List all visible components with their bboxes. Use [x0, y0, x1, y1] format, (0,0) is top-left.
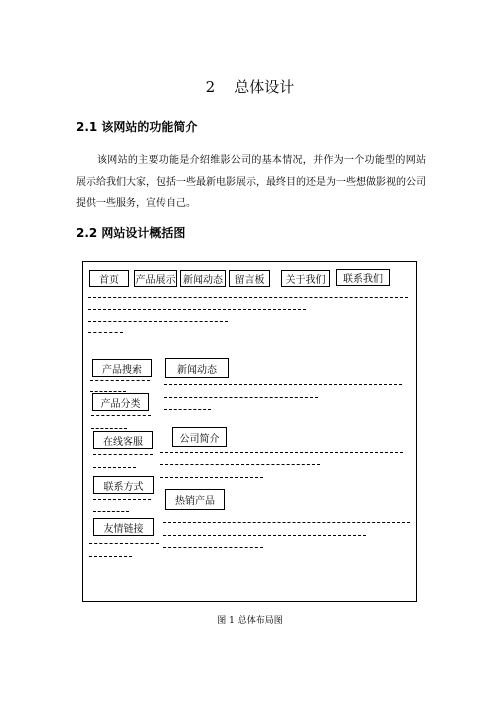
placeholder-line: [93, 499, 151, 500]
nav-box-products: 产品展示: [134, 270, 177, 287]
placeholder-line: [90, 391, 126, 392]
placeholder-line: [160, 464, 320, 465]
placeholder-line: [91, 428, 127, 429]
placeholder-line: [89, 543, 159, 544]
figure-caption: 图 1 总体布局图: [217, 616, 283, 626]
nav-box-news: 新闻动态: [180, 270, 226, 287]
placeholder-line: [89, 556, 132, 557]
nav-box-about: 关于我们: [281, 270, 330, 287]
placeholder-line: [93, 467, 136, 468]
sidebar-box-contact-info: 联系方式: [93, 476, 154, 494]
placeholder-line: [90, 380, 150, 381]
placeholder-line: [164, 397, 318, 398]
placeholder-line: [164, 384, 402, 385]
placeholder-line: [163, 522, 410, 523]
placeholder-line: [88, 297, 408, 298]
placeholder-line: [163, 547, 263, 548]
sidebar-box-product-category: 产品分类: [92, 393, 149, 411]
content-box-news: 新闻动态: [165, 358, 229, 378]
chapter-number: 2: [205, 78, 216, 96]
placeholder-line: [160, 452, 403, 453]
placeholder-line: [93, 511, 129, 512]
nav-box-guestbook: 留言板: [229, 270, 270, 287]
content-box-company-intro: 公司简介: [172, 427, 227, 447]
placeholder-line: [88, 332, 123, 333]
sidebar-box-online-service: 在线客服: [93, 431, 153, 449]
sidebar-box-friend-links: 友情链接: [93, 518, 154, 536]
nav-box-contact: 联系我们: [336, 269, 390, 286]
nav-box-home: 首页: [89, 270, 129, 287]
chapter-title: [0, 76, 500, 97]
placeholder-line: [160, 477, 263, 478]
placeholder-line: [93, 454, 153, 455]
section-2-1-paragraph: 该网站的主要功能是介绍维影公司的基本情况，并作为一个功能型的网站展示给我们大家，包括一些最新电影展示，最终目的还是为一些想做影视的公司提供一些服务，宣传自己。: [76, 155, 426, 209]
placeholder-line: [164, 409, 211, 410]
section-heading-2-2: 2.2 网站设计概括图: [76, 226, 186, 240]
section-heading-2-1: 2.1 该网站的功能简介: [76, 120, 198, 134]
layout-diagram: [82, 261, 417, 602]
sidebar-box-product-search: 产品搜索: [92, 359, 152, 377]
placeholder-line: [91, 415, 151, 416]
placeholder-line: [88, 321, 228, 322]
content-box-hot-products: 热销产品: [165, 489, 225, 510]
placeholder-line: [163, 535, 366, 536]
placeholder-line: [88, 309, 306, 310]
chapter-title-text: 总体设计: [234, 78, 295, 96]
